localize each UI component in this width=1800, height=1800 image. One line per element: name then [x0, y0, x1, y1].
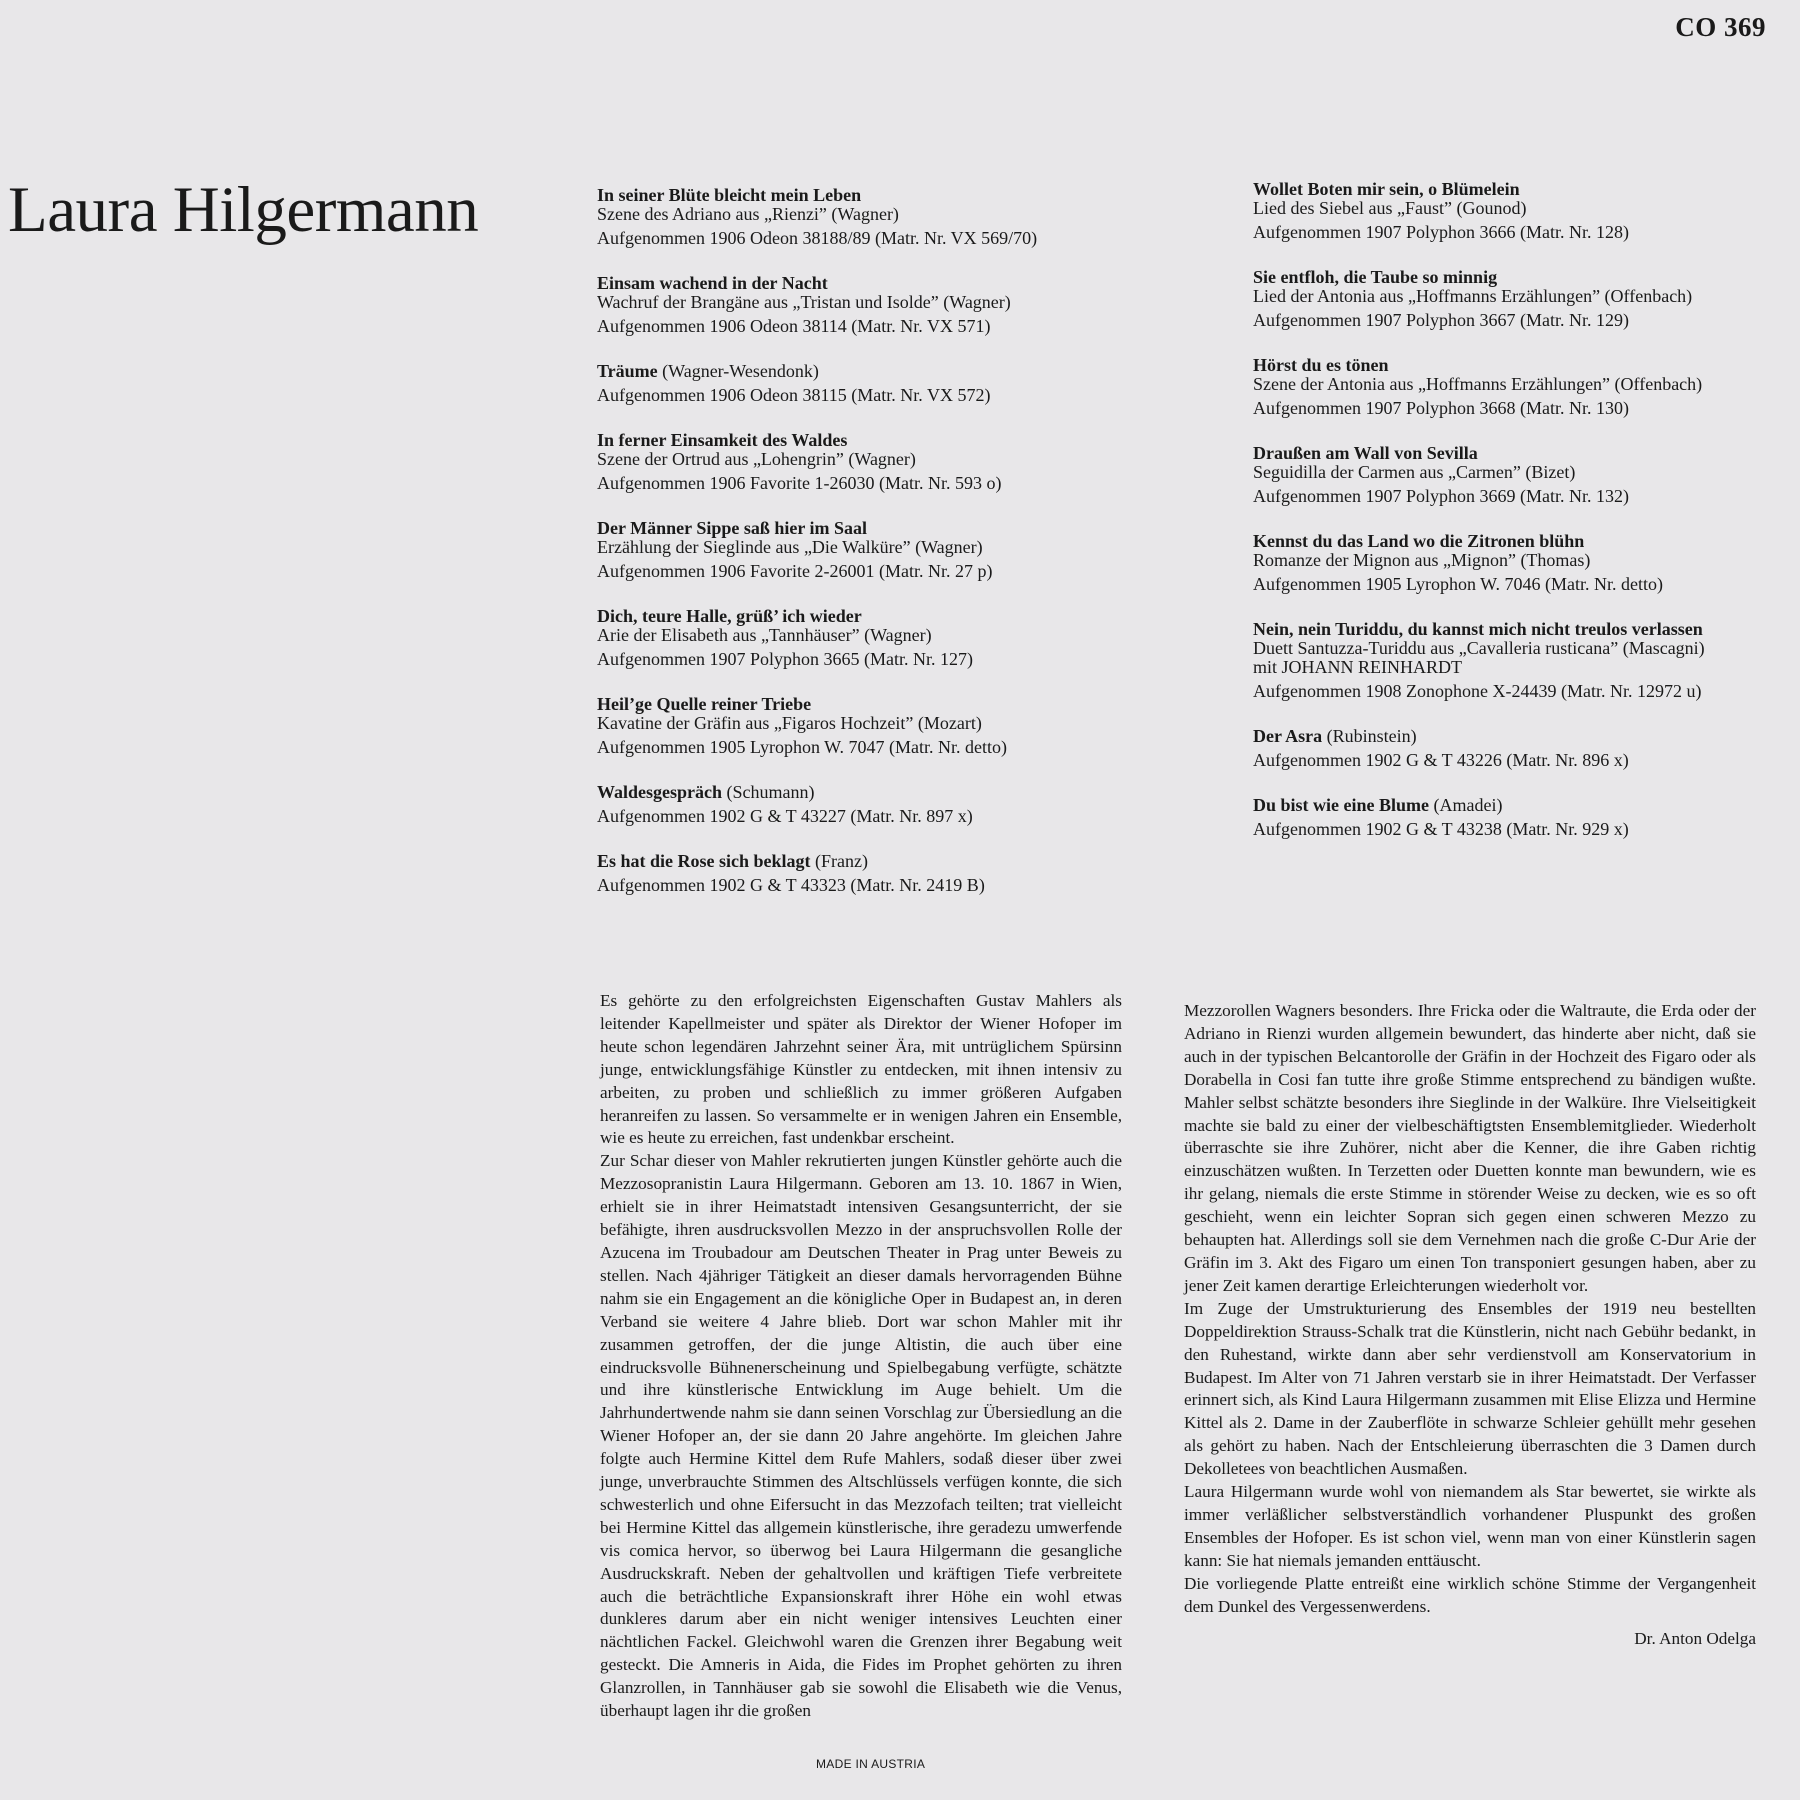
- track-composer: (Wagner-Wesendonk): [657, 361, 819, 381]
- track-description: Lied der Antonia aus „Hoffmanns Erzählungen” (Offenbach): [1253, 286, 1693, 306]
- track-entry: [597, 783, 1187, 826]
- track-title: Heil’ge Quelle reiner Triebe: [597, 694, 812, 714]
- track-description: Lied des Siebel aus „Faust” (Gounod): [1253, 198, 1527, 218]
- track-description: Szene der Ortrud aus „Lohengrin” (Wagner): [597, 449, 916, 469]
- track-composer: (Rubinstein): [1322, 726, 1417, 746]
- track-description: Kavatine der Gräfin aus „Figaros Hochzeit” (Mozart): [597, 713, 982, 733]
- track-description-extra: mit JOHANN REINHARDT: [1253, 657, 1462, 677]
- track-title: Der Asra (Rubinstein): [1253, 726, 1417, 746]
- track-recording-info: Aufgenommen 1907 Polyphon 3669 (Matr. Nr. 132): [1253, 486, 1629, 506]
- track-description: Wachruf der Brangäne aus „Tristan und Isolde” (Wagner): [597, 292, 1011, 312]
- track-entry: [597, 362, 1187, 405]
- essay-author: Dr. Anton Odelga: [1634, 1629, 1756, 1649]
- track-composer: (Schumann): [722, 782, 815, 802]
- essay-paragraph: Im Zuge der Umstrukturierung des Ensembles der 1919 neu bestellten Doppeldirektion Strauss-Schalk trat die Künstlerin, nicht nach Gebühr bedankt, in den Ruhestand, wirkte dann aber sehr verdienstvoll am Konservatorium in Budapest. Im Alter von 71 Jahren verstarb sie in ihrer Heimatstadt. Der Verfasser erinnert sich, als Kind Laura Hilgermann zusammen mit Elise Elizza und Hermine Kittel als 2. Dame in der Zauberflöte in schwarze Schleier gehüllt mehr gesehen als gehört zu haben. Nach der Entschleierung überraschten die 3 Damen durch Dekolletees von beachtlichen Ausmaßen.: [1184, 1298, 1756, 1479]
- catalog-number: CO 369: [1675, 12, 1766, 42]
- made-in-label: MADE IN AUSTRIA: [816, 1757, 926, 1771]
- track-recording-info: Aufgenommen 1907 Polyphon 3666 (Matr. Nr. 128): [1253, 222, 1629, 242]
- track-description: Duett Santuzza-Turiddu aus „Cavalleria rusticana” (Mascagni): [1253, 638, 1705, 658]
- track-recording-info: Aufgenommen 1902 G & T 43238 (Matr. Nr. 929 x): [1253, 819, 1629, 839]
- track-title: Dich, teure Halle, grüß’ ich wieder: [597, 606, 862, 626]
- track-entry: [597, 274, 1187, 336]
- track-entry: [597, 607, 1187, 669]
- track-entry: [1253, 727, 1783, 770]
- track-recording-info: Aufgenommen 1907 Polyphon 3665 (Matr. Nr. 127): [597, 649, 973, 669]
- track-title: Träume (Wagner-Wesendonk): [597, 361, 819, 381]
- track-list-right: [1253, 180, 1783, 865]
- track-description: Romanze der Mignon aus „Mignon” (Thomas): [1253, 550, 1591, 570]
- track-entry: [1253, 444, 1783, 506]
- track-list-left: [597, 186, 1187, 921]
- track-title: Einsam wachend in der Nacht: [597, 273, 828, 293]
- track-title: Hörst du es tönen: [1253, 355, 1389, 375]
- track-entry: [597, 519, 1187, 581]
- artist-name: Laura Hilgermann: [8, 174, 479, 246]
- track-title: Wollet Boten mir sein, o Blümelein: [1253, 179, 1520, 199]
- track-entry: [1253, 268, 1783, 330]
- track-recording-info: Aufgenommen 1905 Lyrophon W. 7047 (Matr. Nr. detto): [597, 737, 1007, 757]
- essay-paragraph: Zur Schar dieser von Mahler rekrutierten jungen Künstler gehörte auch die Mezzosopranistin Laura Hilgermann. Geboren am 13. 10. 1867 in Wien, erhielt sie in ihrer Heimatstadt intensiven Gesangsunterricht, der sie befähigte, ihren ausdrucksvollen Mezzo in der anspruchsvollen Rolle der Azucena im Troubadour am Deutschen Theater in Prag unter Beweis zu stellen. Nach 4jähriger Tätigkeit an dieser damals hervorragenden Bühne nahm sie ein Engagement an die königliche Oper in Budapest an, in deren Verband sie weitere 4 Jahre blieb. Dort war schon Mahler mit ihr zusammen getroffen, der die junge Altistin, die auch über eine eindrucksvolle Bühnenerscheinung und Spielbegabung verfügte, schätzte und ihre künstlerische Entwicklung im Auge behielt. Um die Jahrhundertwende nahm sie dann seinen Vorschlag zur Übersiedlung an die Wiener Hofoper an, der sie dann 20 Jahre angehörte. Im gleichen Jahre folgte auch Hermine Kittel dem Rufe Mahlers, sodaß dieser über zwei junge, unverbrauchte Stimmen des Altschlüssels verfügen konnte, die sich schwesterlich und ohne Eifersucht in das Mezzofach teilten; trat vielleicht bei Hermine Kittel das allgemein künstlerische, ihre geradezu umwerfende vis comica hervor, so überwog bei Laura Hilgermann die gesangliche Ausdruckskraft. Neben der gehaltvollen und kräftigen Tiefe verbreitete auch die beträchtliche Expansionskraft ihrer Höhe ein wohl etwas dunkleres darum aber ein nicht weniger intensives Leuchten einer nächtlichen Fackel. Gleichwohl waren die Grenzen ihrer Begabung weit gesteckt. Die Amneris in Aida, die Fides im Prophet gehörten zu ihren Glanzrollen, in Tannhäuser gab sie sowohl die Elisabeth wie die Venus, überhaupt lagen ihr die großen: [600, 1151, 1122, 1721]
- track-entry: [1253, 532, 1783, 594]
- track-recording-info: Aufgenommen 1906 Odeon 38114 (Matr. Nr. VX 571): [597, 316, 991, 336]
- track-description: Szene der Antonia aus „Hoffmanns Erzählungen” (Offenbach): [1253, 374, 1703, 394]
- track-title: Kennst du das Land wo die Zitronen blühn: [1253, 531, 1585, 551]
- track-title: Sie entfloh, die Taube so minnig: [1253, 267, 1498, 287]
- essay-paragraph: Es gehörte zu den erfolgreichsten Eigenschaften Gustav Mahlers als leitender Kapellmeister und später als Direktor der Wiener Hofoper im heute schon legendären Jahrzehnt seiner Ära, mit untrüglichem Spürsinn junge, entwicklungsfähige Künstler zu entdecken, mit ihnen intensiv zu arbeiten, zu proben und schließlich zu immer größeren Aufgaben heranreifen zu lassen. So versammelte er in wenigen Jahren ein Ensemble, wie es heute zu erreichen, fast undenkbar erscheint.: [600, 991, 1122, 1148]
- track-recording-info: Aufgenommen 1902 G & T 43323 (Matr. Nr. 2419 B): [597, 875, 985, 895]
- track-recording-info: Aufgenommen 1906 Favorite 2-26001 (Matr. Nr. 27 p): [597, 561, 993, 581]
- track-entry: [1253, 620, 1783, 701]
- track-entry: [1253, 356, 1783, 418]
- track-composer: (Amadei): [1429, 795, 1503, 815]
- track-recording-info: Aufgenommen 1906 Favorite 1-26030 (Matr. Nr. 593 o): [597, 473, 1002, 493]
- track-title: Nein, nein Turiddu, du kannst mich nicht treulos verlassen: [1253, 619, 1703, 639]
- track-title: Es hat die Rose sich beklagt (Franz): [597, 851, 869, 871]
- track-entry: [1253, 180, 1783, 242]
- track-recording-info: Aufgenommen 1907 Polyphon 3667 (Matr. Nr. 129): [1253, 310, 1629, 330]
- track-recording-info: Aufgenommen 1908 Zonophone X-24439 (Matr. Nr. 12972 u): [1253, 681, 1702, 701]
- track-composer: (Franz): [810, 851, 869, 871]
- track-entry: [1253, 796, 1783, 839]
- track-description: Szene des Adriano aus „Rienzi” (Wagner): [597, 204, 899, 224]
- track-recording-info: Aufgenommen 1905 Lyrophon W. 7046 (Matr. Nr. detto): [1253, 574, 1663, 594]
- essay-paragraph: Die vorliegende Platte entreißt eine wirklich schöne Stimme der Vergangenheit dem Dunkel des Vergessenwerdens.: [1184, 1573, 1756, 1616]
- track-description: Seguidilla der Carmen aus „Carmen” (Bizet): [1253, 462, 1576, 482]
- track-recording-info: Aufgenommen 1906 Odeon 38115 (Matr. Nr. VX 572): [597, 385, 991, 405]
- track-title: In seiner Blüte bleicht mein Leben: [597, 185, 862, 205]
- track-recording-info: Aufgenommen 1907 Polyphon 3668 (Matr. Nr. 130): [1253, 398, 1629, 418]
- track-title: Waldesgespräch (Schumann): [597, 782, 815, 802]
- track-title: Du bist wie eine Blume (Amadei): [1253, 795, 1503, 815]
- track-title: Der Männer Sippe saß hier im Saal: [597, 518, 868, 538]
- track-title: Draußen am Wall von Sevilla: [1253, 443, 1478, 463]
- track-title: In ferner Einsamkeit des Waldes: [597, 430, 848, 450]
- track-entry: [597, 852, 1187, 895]
- essay-paragraph: Mezzorollen Wagners besonders. Ihre Fricka oder die Waltraute, die Erda oder der Adriano in Rienzi wurden allgemein bewundert, das hinderte aber nicht, daß sie auch in der typischen Belcantorolle der Gräfin in der Hochzeit des Figaro oder als Dorabella in Cosi fan tutte ihre große Stimme entsprechend zu bändigen wußte. Mahler selbst schätzte besonders ihre Sieglinde in der Walküre. Ihre Vielseitigkeit machte sie bald zu einer der vielbeschäftigtsten Ensemblemitglieder. Wiederholt überraschte sie ihre Zuhörer, nicht aber die Kenner, die ihre Gaben richtig einzuschätzen wußten. In Terzetten oder Duetten konnte man bewundern, wie es ihr gelang, niemals die erste Stimme in störender Weise zu decken, wie es so oft geschieht, wenn ein leichter Sopran sich gegen einen schweren Mezzo zu behaupten hat. Allerdings soll sie dem Vernehmen nach die große C-Dur Arie der Gräfin im 3. Akt des Figaro um einen Ton transponiert gesungen haben, aber zu jener Zeit kamen derartige Erleichterungen wiederholt vor.: [1184, 1001, 1756, 1295]
- track-recording-info: Aufgenommen 1902 G & T 43226 (Matr. Nr. 896 x): [1253, 750, 1629, 770]
- track-recording-info: Aufgenommen 1902 G & T 43227 (Matr. Nr. 897 x): [597, 806, 973, 826]
- track-entry: [597, 695, 1187, 757]
- essay-paragraph: Laura Hilgermann wurde wohl von niemandem als Star bewertet, sie wirkte als immer verläßlicher selbstverständlich vorhandener Pluspunkt des großen Ensembles der Hofoper. Es ist schon viel, wenn man von einer Künstlerin sagen kann: Sie hat niemals jemanden enttäuscht.: [1184, 1482, 1756, 1570]
- track-recording-info: Aufgenommen 1906 Odeon 38188/89 (Matr. Nr. VX 569/70): [597, 228, 1038, 248]
- track-entry: [597, 431, 1187, 493]
- liner-notes-column-2: [1184, 1000, 1756, 1651]
- track-entry: [597, 186, 1187, 248]
- track-description: Erzählung der Sieglinde aus „Die Walküre” (Wagner): [597, 537, 983, 557]
- liner-notes-column-1: [600, 990, 1122, 1723]
- track-description: Arie der Elisabeth aus „Tannhäuser” (Wagner): [597, 625, 932, 645]
